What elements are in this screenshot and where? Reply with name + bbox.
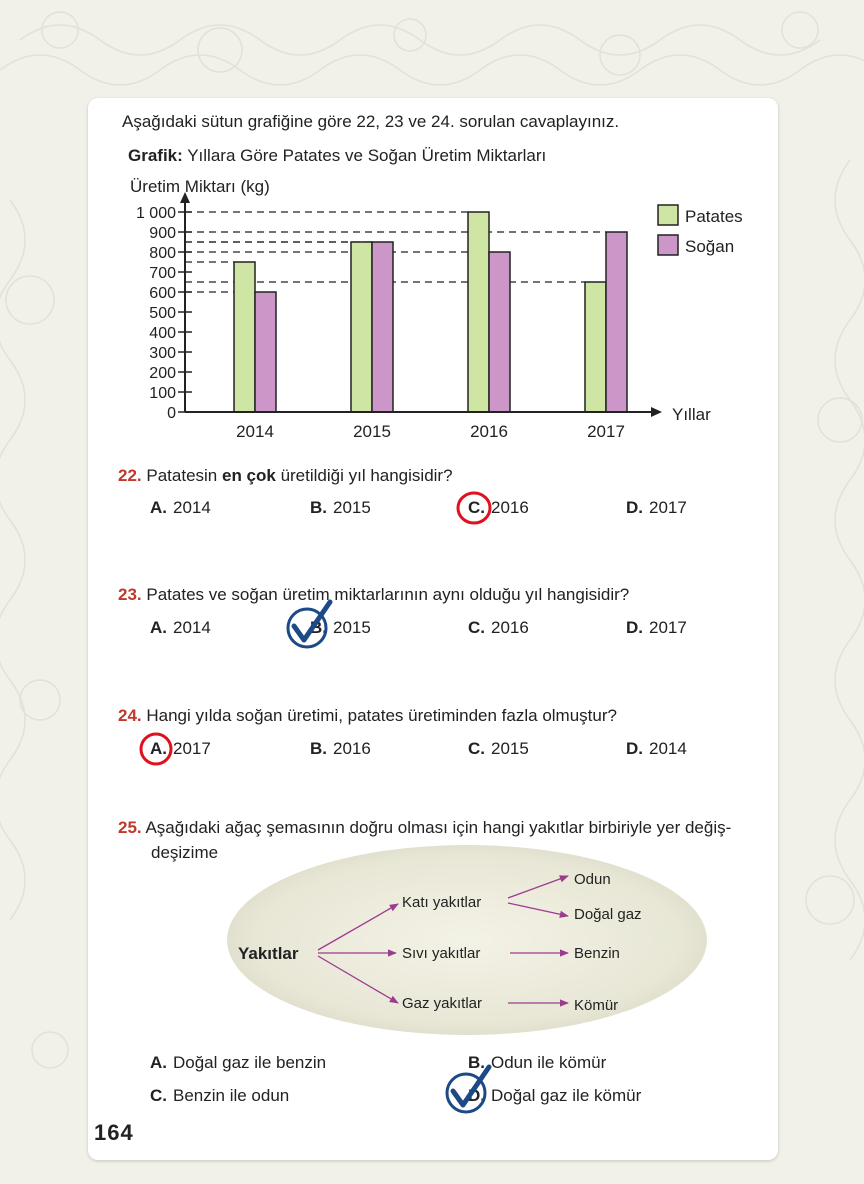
y-tick-label: 800: [149, 245, 176, 262]
x-axis-label: Yıllar: [672, 405, 711, 424]
y-tick-label: 500: [149, 305, 176, 322]
question-23-text: Patates ve soğan üretim miktarlarının aynı olduğu yıl hangisidir?: [146, 585, 630, 604]
question-25-text-line2: deşizime: [151, 843, 219, 862]
x-tick-label-2016: 2016: [470, 422, 508, 441]
y-tick-label: 400: [149, 325, 176, 342]
q23-option-b[interactable]: B. 2015: [310, 618, 371, 637]
q23-option-d[interactable]: D. 2017: [626, 618, 687, 637]
chart-caption-title: Yıllara Göre Patates ve Soğan Üretim Miktarları: [187, 146, 547, 165]
q22-option-d[interactable]: D. 2017: [626, 498, 687, 517]
y-tick-label: 300: [149, 345, 176, 362]
q25-option-d[interactable]: D. Doğal gaz ile kömür: [468, 1086, 642, 1105]
y-tick-label: 700: [149, 265, 176, 282]
question-25-text-line1: Aşağıdaki ağaç şemasının doğru olması için hangi yakıtlar birbiriyle yer değiş-: [145, 818, 732, 837]
y-tick-label: 200: [149, 365, 176, 382]
q24-option-d[interactable]: D. 2014: [626, 739, 687, 758]
tree-branch-sivi: Sıvı yakıtlar: [402, 945, 481, 962]
tree-root: Yakıtlar: [238, 944, 299, 963]
question-24-text: Hangi yılda soğan üretimi, patates üretiminden fazla olmuştur?: [146, 706, 617, 725]
q23-option-c[interactable]: C. 2016: [468, 618, 529, 637]
q24-option-b[interactable]: B. 2016: [310, 739, 371, 758]
q22-option-b[interactable]: B. 2015: [310, 498, 371, 517]
q24-option-c[interactable]: C. 2015: [468, 739, 529, 758]
question-22-number: 22.: [118, 466, 142, 485]
x-tick-label-2017: 2017: [587, 422, 625, 441]
question-24-number: 24.: [118, 706, 142, 725]
y-tick-label: 600: [149, 285, 176, 302]
q22-option-c[interactable]: C. 2016: [468, 498, 529, 517]
tree-leaf-dogalgaz: Doğal gaz: [574, 906, 642, 923]
q23-option-a[interactable]: A. 2014: [150, 618, 211, 637]
y-tick-label: 900: [149, 225, 176, 242]
y-tick-label: 1 000: [135, 205, 176, 222]
page-number: 164: [94, 1120, 134, 1145]
q25-option-a[interactable]: A. Doğal gaz ile benzin: [150, 1053, 327, 1072]
q25-option-c[interactable]: C. Benzin ile odun: [150, 1086, 290, 1105]
y-tick-label: 0: [167, 405, 176, 422]
tree-branch-gaz: Gaz yakıtlar: [402, 995, 483, 1012]
q25-option-b[interactable]: B. Odun ile kömür: [468, 1053, 607, 1072]
tree-leaf-benzin: Benzin: [574, 945, 620, 962]
legend-label-patates: Patates: [685, 207, 743, 226]
q24-option-a[interactable]: A. 2017: [150, 739, 211, 758]
question-22-text: Patatesin en çok üretildiği yıl hangisidir?: [146, 466, 453, 485]
legend-label-sogan: Soğan: [685, 237, 735, 256]
question-25-number: 25.: [118, 818, 142, 837]
intro-text: Aşağıdaki sütun grafiğine göre 22, 23 ve 24. sorulan cavaplayınız.: [122, 112, 620, 131]
chart-caption-label: Grafik:: [128, 146, 183, 165]
q22-option-a[interactable]: A. 2014: [150, 498, 211, 517]
question-23-number: 23.: [118, 585, 142, 604]
tree-branch-kati: Katı yakıtlar: [402, 894, 482, 911]
x-tick-label-2015: 2015: [353, 422, 391, 441]
y-tick-label: 100: [149, 385, 176, 402]
y-axis-label: Üretim Miktarı (kg): [130, 177, 270, 196]
tree-leaf-komur: Kömür: [574, 997, 619, 1014]
x-tick-label-2014: 2014: [236, 422, 274, 441]
tree-leaf-odun: Odun: [574, 871, 611, 888]
